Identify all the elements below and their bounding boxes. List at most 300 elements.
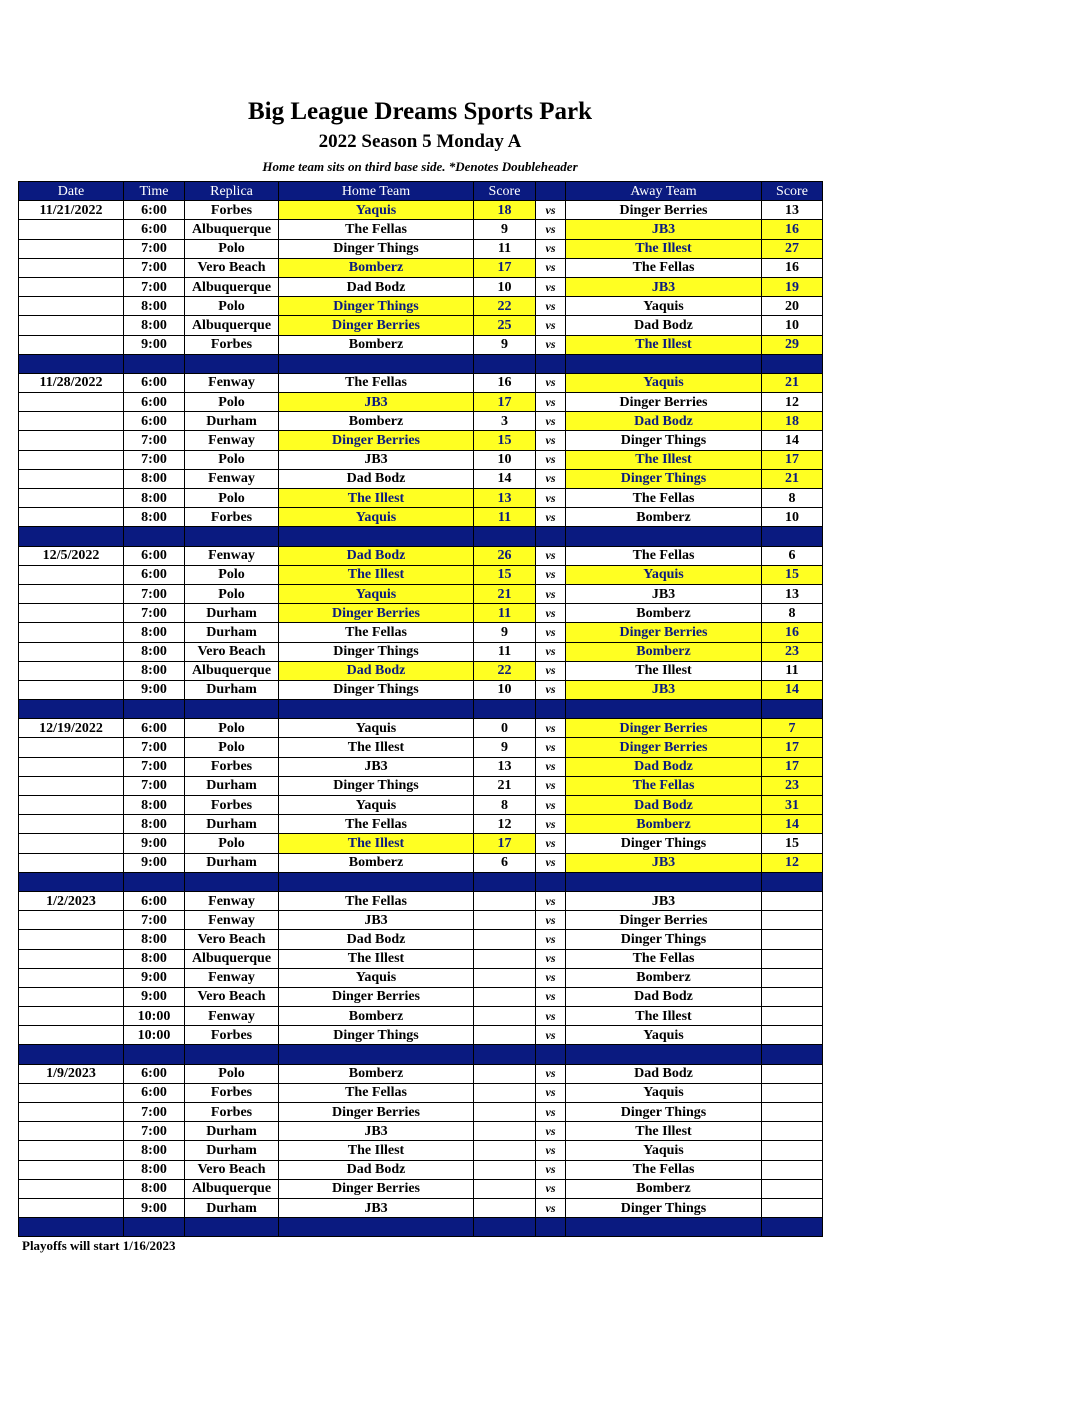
home-score-cell	[474, 1026, 536, 1045]
separator-cell	[474, 700, 536, 719]
away-team-cell: Dinger Berries	[566, 738, 762, 757]
away-score-cell	[762, 1179, 823, 1198]
home-score-cell: 0	[474, 719, 536, 738]
vs-cell: vs	[536, 1026, 566, 1045]
vs-cell: vs	[536, 508, 566, 527]
table-row	[19, 738, 823, 757]
separator-cell	[19, 872, 124, 891]
home-team-cell: Dad Bodz	[279, 277, 474, 296]
away-team-cell: Dinger Berries	[566, 201, 762, 220]
replica-cell: Polo	[185, 450, 279, 469]
vs-cell: vs	[536, 853, 566, 872]
date-cell	[19, 1179, 124, 1198]
date-cell	[19, 987, 124, 1006]
time-cell: 7:00	[124, 1122, 185, 1141]
vs-cell: vs	[536, 412, 566, 431]
home-team-cell: Dinger Berries	[279, 431, 474, 450]
replica-cell: Durham	[185, 604, 279, 623]
table-row	[19, 297, 823, 316]
away-score-cell: 10	[762, 508, 823, 527]
away-team-cell: The Illest	[566, 239, 762, 258]
date-cell: 12/19/2022	[19, 719, 124, 738]
home-team-cell: The Fellas	[279, 623, 474, 642]
vs-cell: vs	[536, 316, 566, 335]
away-team-cell: Dad Bodz	[566, 796, 762, 815]
table-row	[19, 431, 823, 450]
home-team-cell: The Fellas	[279, 891, 474, 910]
vs-cell: vs	[536, 796, 566, 815]
away-team-cell: Dad Bodz	[566, 1064, 762, 1083]
vs-cell: vs	[536, 987, 566, 1006]
vs-cell: vs	[536, 277, 566, 296]
date-cell	[19, 911, 124, 930]
replica-cell: Durham	[185, 623, 279, 642]
home-score-cell: 10	[474, 450, 536, 469]
table-row	[19, 393, 823, 412]
vs-cell: vs	[536, 565, 566, 584]
time-cell: 7:00	[124, 277, 185, 296]
home-score-cell	[474, 911, 536, 930]
away-score-cell: 6	[762, 546, 823, 565]
away-team-cell: JB3	[566, 277, 762, 296]
date-cell	[19, 623, 124, 642]
date-cell: 11/21/2022	[19, 201, 124, 220]
vs-cell: vs	[536, 738, 566, 757]
home-score-cell: 15	[474, 431, 536, 450]
table-row	[19, 546, 823, 565]
separator-cell	[536, 527, 566, 546]
separator-cell	[279, 527, 474, 546]
playoffs-note: Playoffs will start 1/16/2023	[22, 1238, 176, 1253]
column-header: Home Team	[279, 182, 474, 201]
separator-cell	[185, 700, 279, 719]
home-score-cell: 21	[474, 776, 536, 795]
table-row	[19, 277, 823, 296]
date-cell	[19, 469, 124, 488]
vs-cell: vs	[536, 930, 566, 949]
time-cell: 8:00	[124, 623, 185, 642]
page-subtitle: 2022 Season 5 Monday A	[318, 131, 522, 152]
vs-cell: vs	[536, 201, 566, 220]
away-team-cell: Dad Bodz	[566, 316, 762, 335]
replica-cell: Fenway	[185, 546, 279, 565]
away-team-cell: The Illest	[566, 661, 762, 680]
week-separator	[19, 1045, 823, 1064]
table-row	[19, 1064, 823, 1083]
home-team-cell: Dinger Things	[279, 239, 474, 258]
home-team-cell: Bomberz	[279, 1064, 474, 1083]
time-cell: 9:00	[124, 834, 185, 853]
separator-cell	[762, 527, 823, 546]
vs-cell: vs	[536, 297, 566, 316]
vs-cell: vs	[536, 393, 566, 412]
table-row	[19, 891, 823, 910]
table-row	[19, 1007, 823, 1026]
replica-cell: Fenway	[185, 891, 279, 910]
table-row	[19, 1122, 823, 1141]
table-row	[19, 719, 823, 738]
time-cell: 8:00	[124, 297, 185, 316]
home-score-cell: 21	[474, 584, 536, 603]
replica-cell: Forbes	[185, 1026, 279, 1045]
away-team-cell: JB3	[566, 853, 762, 872]
home-team-cell: Dinger Berries	[279, 316, 474, 335]
away-score-cell	[762, 1103, 823, 1122]
separator-cell	[536, 872, 566, 891]
away-score-cell	[762, 1064, 823, 1083]
table-header-row	[19, 182, 823, 201]
home-team-cell: Yaquis	[279, 584, 474, 603]
vs-cell: vs	[536, 968, 566, 987]
vs-cell: vs	[536, 623, 566, 642]
home-team-cell: The Illest	[279, 949, 474, 968]
away-team-cell: JB3	[566, 584, 762, 603]
time-cell: 7:00	[124, 738, 185, 757]
home-score-cell: 17	[474, 393, 536, 412]
home-score-cell: 8	[474, 796, 536, 815]
table-row	[19, 968, 823, 987]
home-score-cell: 6	[474, 853, 536, 872]
away-score-cell: 18	[762, 412, 823, 431]
time-cell: 7:00	[124, 584, 185, 603]
home-score-cell	[474, 1064, 536, 1083]
away-score-cell: 20	[762, 297, 823, 316]
home-team-cell: The Fellas	[279, 220, 474, 239]
time-cell: 7:00	[124, 431, 185, 450]
separator-cell	[566, 700, 762, 719]
table-row	[19, 661, 823, 680]
vs-cell: vs	[536, 1083, 566, 1102]
home-team-cell: Bomberz	[279, 258, 474, 277]
home-score-cell: 10	[474, 277, 536, 296]
time-cell: 7:00	[124, 1103, 185, 1122]
home-team-cell: JB3	[279, 911, 474, 930]
vs-cell: vs	[536, 469, 566, 488]
away-team-cell: Dinger Berries	[566, 719, 762, 738]
separator-cell	[566, 354, 762, 373]
vs-cell: vs	[536, 335, 566, 354]
time-cell: 6:00	[124, 1064, 185, 1083]
vs-cell: vs	[536, 1064, 566, 1083]
separator-cell	[185, 1045, 279, 1064]
date-cell	[19, 489, 124, 508]
time-cell: 7:00	[124, 450, 185, 469]
separator-cell	[185, 872, 279, 891]
date-cell	[19, 642, 124, 661]
away-team-cell: Dinger Things	[566, 834, 762, 853]
away-team-cell: Dinger Berries	[566, 623, 762, 642]
time-cell: 8:00	[124, 489, 185, 508]
date-cell	[19, 239, 124, 258]
away-score-cell	[762, 1026, 823, 1045]
table-row	[19, 412, 823, 431]
home-score-cell: 11	[474, 239, 536, 258]
replica-cell: Forbes	[185, 508, 279, 527]
away-team-cell: Dad Bodz	[566, 987, 762, 1006]
separator-cell	[185, 527, 279, 546]
home-team-cell: Bomberz	[279, 335, 474, 354]
home-score-cell	[474, 930, 536, 949]
home-score-cell	[474, 1122, 536, 1141]
away-team-cell: The Fellas	[566, 258, 762, 277]
away-team-cell: Yaquis	[566, 1026, 762, 1045]
time-cell: 9:00	[124, 968, 185, 987]
away-score-cell: 31	[762, 796, 823, 815]
home-score-cell: 11	[474, 508, 536, 527]
away-score-cell	[762, 930, 823, 949]
date-cell	[19, 584, 124, 603]
home-team-cell: Yaquis	[279, 719, 474, 738]
separator-cell	[536, 1045, 566, 1064]
away-score-cell: 16	[762, 220, 823, 239]
separator-cell	[566, 527, 762, 546]
home-team-cell: Yaquis	[279, 796, 474, 815]
home-team-cell: Yaquis	[279, 968, 474, 987]
table-row	[19, 584, 823, 603]
column-header: Score	[762, 182, 823, 201]
vs-cell: vs	[536, 1141, 566, 1160]
table-row	[19, 604, 823, 623]
away-score-cell: 10	[762, 316, 823, 335]
home-team-cell: Dad Bodz	[279, 546, 474, 565]
home-team-cell: Bomberz	[279, 1007, 474, 1026]
week-separator	[19, 527, 823, 546]
replica-cell: Durham	[185, 1141, 279, 1160]
separator-cell	[19, 354, 124, 373]
vs-cell: vs	[536, 373, 566, 392]
home-team-cell: The Illest	[279, 565, 474, 584]
date-cell	[19, 930, 124, 949]
replica-cell: Vero Beach	[185, 258, 279, 277]
home-score-cell	[474, 891, 536, 910]
replica-cell: Albuquerque	[185, 661, 279, 680]
date-cell	[19, 815, 124, 834]
table-row	[19, 1160, 823, 1179]
replica-cell: Polo	[185, 738, 279, 757]
separator-cell	[19, 1218, 124, 1237]
time-cell: 6:00	[124, 1083, 185, 1102]
away-team-cell: Dinger Things	[566, 1198, 762, 1217]
away-score-cell	[762, 949, 823, 968]
away-score-cell: 17	[762, 738, 823, 757]
away-team-cell: JB3	[566, 680, 762, 699]
vs-cell: vs	[536, 680, 566, 699]
date-cell	[19, 968, 124, 987]
away-team-cell: Dad Bodz	[566, 412, 762, 431]
separator-cell	[474, 527, 536, 546]
replica-cell: Fenway	[185, 469, 279, 488]
home-team-cell: The Illest	[279, 834, 474, 853]
table-row	[19, 258, 823, 277]
time-cell: 6:00	[124, 891, 185, 910]
time-cell: 7:00	[124, 911, 185, 930]
home-score-cell	[474, 1103, 536, 1122]
separator-cell	[536, 700, 566, 719]
replica-cell: Polo	[185, 1064, 279, 1083]
vs-cell: vs	[536, 719, 566, 738]
time-cell: 7:00	[124, 776, 185, 795]
table-row	[19, 469, 823, 488]
away-score-cell: 8	[762, 489, 823, 508]
time-cell: 6:00	[124, 201, 185, 220]
replica-cell: Forbes	[185, 796, 279, 815]
time-cell: 7:00	[124, 239, 185, 258]
table-row	[19, 373, 823, 392]
time-cell: 8:00	[124, 316, 185, 335]
home-score-cell: 22	[474, 661, 536, 680]
time-cell: 7:00	[124, 604, 185, 623]
table-row	[19, 220, 823, 239]
time-cell: 9:00	[124, 335, 185, 354]
home-score-cell: 13	[474, 757, 536, 776]
replica-cell: Vero Beach	[185, 642, 279, 661]
home-score-cell: 3	[474, 412, 536, 431]
separator-cell	[185, 354, 279, 373]
vs-cell: vs	[536, 239, 566, 258]
table-row	[19, 489, 823, 508]
away-team-cell: Bomberz	[566, 815, 762, 834]
time-cell: 8:00	[124, 796, 185, 815]
column-header	[536, 182, 566, 201]
table-row	[19, 680, 823, 699]
date-cell: 12/5/2022	[19, 546, 124, 565]
table-row	[19, 930, 823, 949]
column-header: Time	[124, 182, 185, 201]
time-cell: 6:00	[124, 719, 185, 738]
away-score-cell	[762, 1141, 823, 1160]
date-cell	[19, 680, 124, 699]
replica-cell: Vero Beach	[185, 930, 279, 949]
home-score-cell: 9	[474, 738, 536, 757]
replica-cell: Polo	[185, 489, 279, 508]
table-row	[19, 201, 823, 220]
separator-cell	[124, 1218, 185, 1237]
time-cell: 8:00	[124, 661, 185, 680]
away-team-cell: JB3	[566, 220, 762, 239]
away-score-cell	[762, 1007, 823, 1026]
home-score-cell	[474, 987, 536, 1006]
vs-cell: vs	[536, 546, 566, 565]
home-team-cell: Yaquis	[279, 508, 474, 527]
away-score-cell: 23	[762, 776, 823, 795]
home-score-cell: 10	[474, 680, 536, 699]
separator-cell	[279, 354, 474, 373]
date-cell	[19, 508, 124, 527]
home-team-cell: The Fellas	[279, 373, 474, 392]
away-team-cell: The Illest	[566, 1122, 762, 1141]
week-separator	[19, 1218, 823, 1237]
time-cell: 6:00	[124, 565, 185, 584]
separator-cell	[124, 1045, 185, 1064]
page-title: Big League Dreams Sports Park	[248, 98, 592, 125]
away-score-cell: 13	[762, 584, 823, 603]
home-score-cell: 22	[474, 297, 536, 316]
vs-cell: vs	[536, 584, 566, 603]
time-cell: 8:00	[124, 815, 185, 834]
column-header: Date	[19, 182, 124, 201]
home-score-cell	[474, 1198, 536, 1217]
away-score-cell	[762, 987, 823, 1006]
replica-cell: Durham	[185, 1122, 279, 1141]
vs-cell: vs	[536, 258, 566, 277]
separator-cell	[279, 1045, 474, 1064]
away-team-cell: Bomberz	[566, 642, 762, 661]
away-score-cell	[762, 891, 823, 910]
away-score-cell	[762, 1122, 823, 1141]
home-score-cell	[474, 1083, 536, 1102]
away-score-cell: 14	[762, 815, 823, 834]
vs-cell: vs	[536, 834, 566, 853]
away-score-cell: 21	[762, 469, 823, 488]
date-cell	[19, 604, 124, 623]
home-score-cell: 14	[474, 469, 536, 488]
column-header: Away Team	[566, 182, 762, 201]
column-header: Score	[474, 182, 536, 201]
table-row	[19, 1083, 823, 1102]
replica-cell: Forbes	[185, 335, 279, 354]
home-team-cell: Dad Bodz	[279, 469, 474, 488]
home-score-cell: 16	[474, 373, 536, 392]
time-cell: 7:00	[124, 757, 185, 776]
replica-cell: Fenway	[185, 1007, 279, 1026]
separator-cell	[566, 1218, 762, 1237]
separator-cell	[762, 1218, 823, 1237]
away-team-cell: The Illest	[566, 450, 762, 469]
replica-cell: Polo	[185, 834, 279, 853]
away-team-cell: Yaquis	[566, 1141, 762, 1160]
table-row	[19, 1026, 823, 1045]
replica-cell: Durham	[185, 776, 279, 795]
time-cell: 7:00	[124, 258, 185, 277]
date-cell	[19, 412, 124, 431]
table-row	[19, 1103, 823, 1122]
table-row	[19, 239, 823, 258]
away-team-cell: Yaquis	[566, 1083, 762, 1102]
vs-cell: vs	[536, 911, 566, 930]
away-score-cell	[762, 1160, 823, 1179]
home-team-cell: The Illest	[279, 1141, 474, 1160]
home-score-cell: 11	[474, 642, 536, 661]
away-score-cell: 16	[762, 258, 823, 277]
vs-cell: vs	[536, 1122, 566, 1141]
away-team-cell: Dinger Things	[566, 1103, 762, 1122]
home-score-cell: 25	[474, 316, 536, 335]
away-score-cell: 12	[762, 393, 823, 412]
table-row	[19, 757, 823, 776]
time-cell: 8:00	[124, 469, 185, 488]
away-team-cell: The Illest	[566, 335, 762, 354]
week-separator	[19, 354, 823, 373]
vs-cell: vs	[536, 776, 566, 795]
separator-cell	[124, 872, 185, 891]
home-score-cell: 17	[474, 258, 536, 277]
home-score-cell	[474, 1160, 536, 1179]
separator-cell	[536, 354, 566, 373]
replica-cell: Fenway	[185, 911, 279, 930]
away-team-cell: Bomberz	[566, 968, 762, 987]
separator-cell	[19, 1045, 124, 1064]
away-score-cell	[762, 911, 823, 930]
time-cell: 8:00	[124, 1141, 185, 1160]
date-cell	[19, 757, 124, 776]
home-score-cell: 9	[474, 623, 536, 642]
vs-cell: vs	[536, 949, 566, 968]
replica-cell: Durham	[185, 853, 279, 872]
away-team-cell: Dinger Berries	[566, 911, 762, 930]
table-row	[19, 911, 823, 930]
table-row	[19, 642, 823, 661]
table-row	[19, 316, 823, 335]
